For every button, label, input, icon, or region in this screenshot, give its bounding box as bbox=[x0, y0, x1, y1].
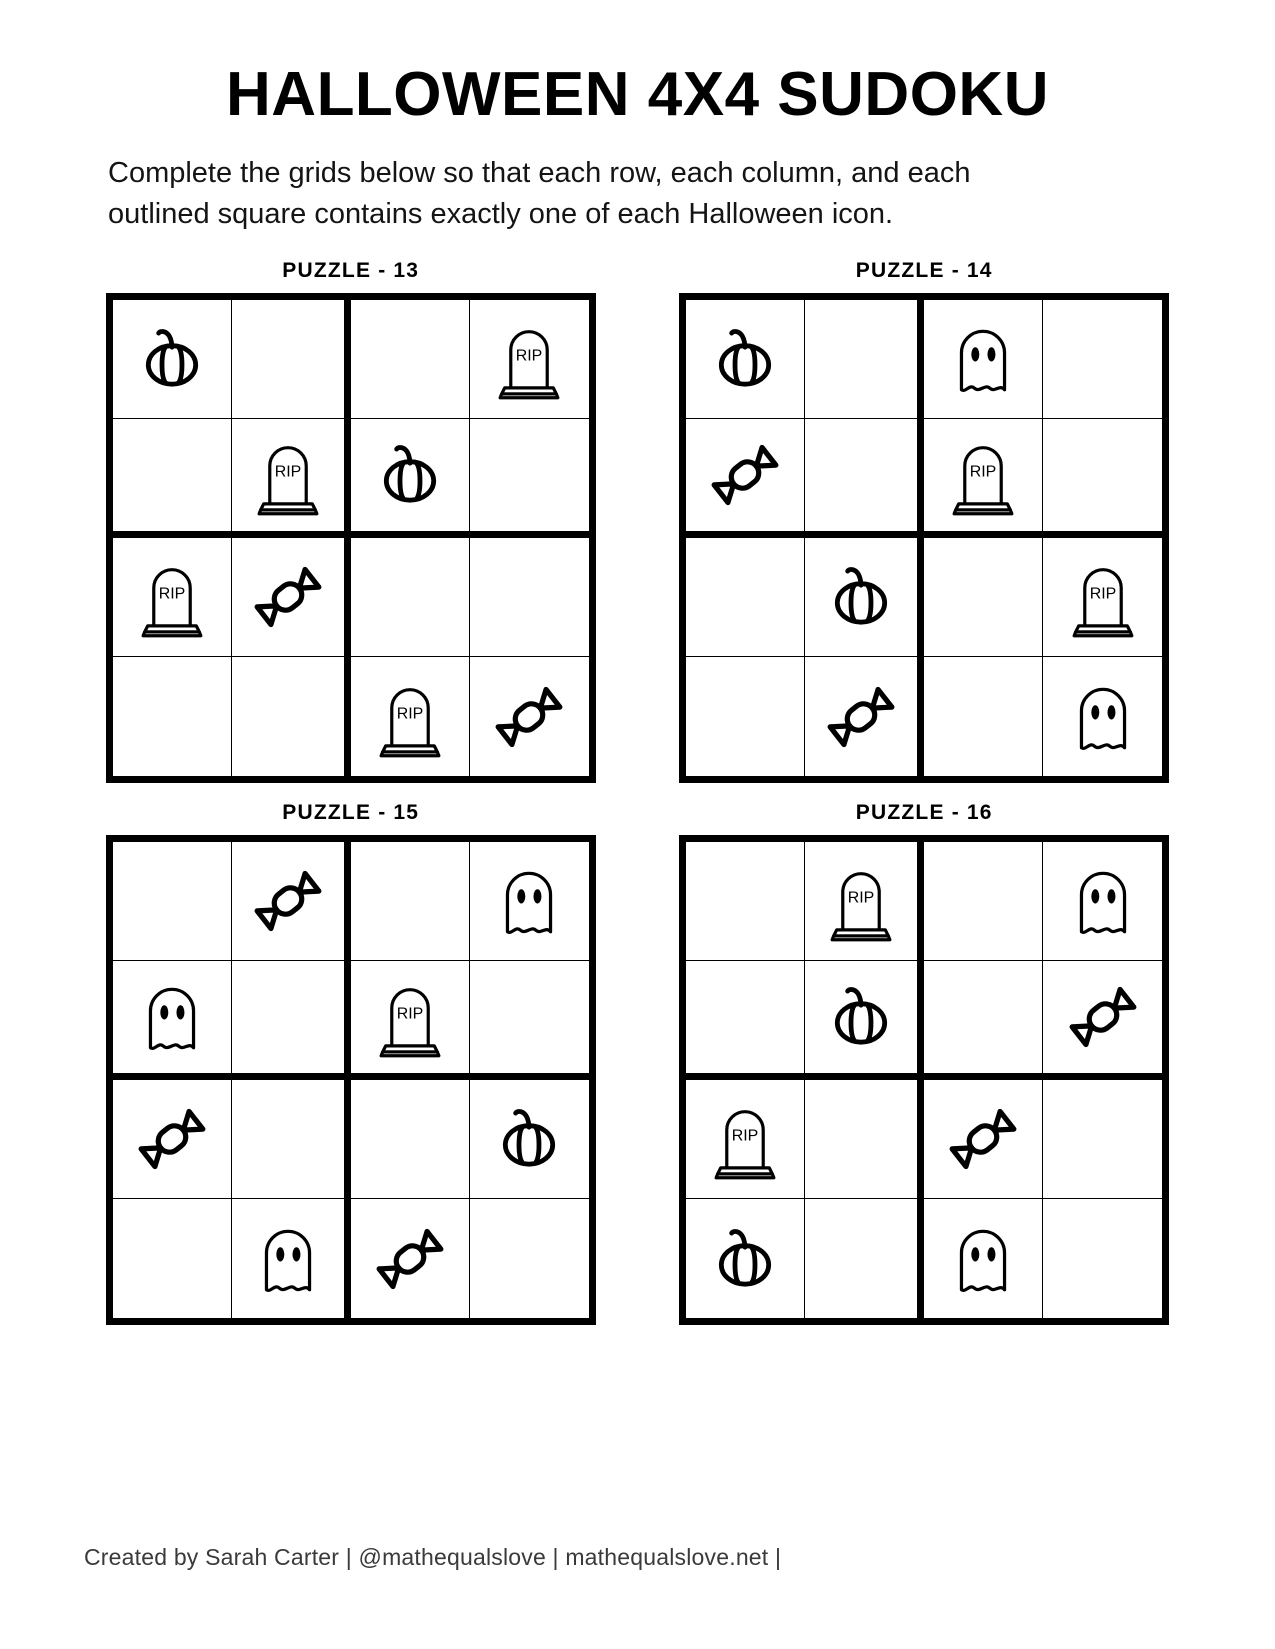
sudoku-cell[interactable] bbox=[1043, 1080, 1162, 1199]
sudoku-grid bbox=[679, 293, 1169, 783]
sudoku-cell[interactable] bbox=[351, 419, 470, 538]
svg-text:RIP: RIP bbox=[158, 585, 186, 603]
sudoku-cell[interactable] bbox=[805, 538, 924, 657]
pumpkin-icon bbox=[821, 977, 901, 1057]
pumpkin-icon bbox=[705, 1219, 785, 1299]
sudoku-cell[interactable] bbox=[113, 842, 232, 961]
sudoku-cell[interactable] bbox=[1043, 419, 1162, 538]
ghost-icon bbox=[1063, 677, 1143, 757]
sudoku-cell[interactable] bbox=[113, 1199, 232, 1318]
sudoku-cell[interactable] bbox=[232, 1199, 351, 1318]
sudoku-cell[interactable] bbox=[470, 842, 589, 961]
svg-text:RIP: RIP bbox=[847, 889, 875, 907]
sudoku-cell[interactable] bbox=[924, 1199, 1043, 1318]
candy-icon bbox=[705, 435, 785, 515]
sudoku-cell[interactable] bbox=[686, 300, 805, 419]
tombstone-icon bbox=[705, 1099, 785, 1179]
sudoku-cell[interactable] bbox=[232, 842, 351, 961]
svg-text:RIP: RIP bbox=[515, 347, 543, 365]
sudoku-cell[interactable] bbox=[470, 538, 589, 657]
candy-icon bbox=[943, 1099, 1023, 1179]
sudoku-cell[interactable] bbox=[351, 538, 470, 657]
sudoku-cell[interactable] bbox=[113, 1080, 232, 1199]
sudoku-grid bbox=[679, 835, 1169, 1325]
sudoku-cell[interactable] bbox=[1043, 657, 1162, 776]
sudoku-cell[interactable] bbox=[351, 300, 470, 419]
ghost-icon bbox=[248, 1219, 328, 1299]
sudoku-cell[interactable] bbox=[924, 300, 1043, 419]
sudoku-cell[interactable] bbox=[113, 657, 232, 776]
tombstone-icon bbox=[370, 977, 450, 1057]
sudoku-cell[interactable] bbox=[805, 300, 924, 419]
tombstone-icon bbox=[943, 435, 1023, 515]
candy-icon bbox=[132, 1099, 212, 1179]
ghost-icon bbox=[132, 977, 212, 1057]
instructions-text: Complete the grids below so that each row, each column, and each outlined square contains exactly one of each Halloween icon. bbox=[108, 157, 971, 231]
sudoku-cell[interactable] bbox=[686, 419, 805, 538]
svg-text:RIP: RIP bbox=[396, 1005, 424, 1023]
pumpkin-icon bbox=[705, 319, 785, 399]
sudoku-cell[interactable] bbox=[351, 1199, 470, 1318]
sudoku-cell[interactable] bbox=[113, 300, 232, 419]
pumpkin-icon bbox=[132, 319, 212, 399]
footer-credit: Created by Sarah Carter | @mathequalslove | mathequalslove.net | bbox=[84, 1544, 782, 1570]
sudoku-cell[interactable] bbox=[805, 961, 924, 1080]
pumpkin-icon bbox=[489, 1099, 569, 1179]
svg-text:RIP: RIP bbox=[731, 1127, 759, 1145]
sudoku-cell[interactable] bbox=[686, 657, 805, 776]
tombstone-icon bbox=[1063, 557, 1143, 637]
svg-text:RIP: RIP bbox=[1089, 585, 1117, 603]
puzzle-label: PUZZLE - 13 bbox=[282, 259, 420, 283]
sudoku-cell[interactable] bbox=[924, 419, 1043, 538]
sudoku-cell[interactable] bbox=[686, 1080, 805, 1199]
sudoku-cell[interactable] bbox=[232, 300, 351, 419]
candy-icon bbox=[1063, 977, 1143, 1057]
sudoku-cell[interactable] bbox=[232, 1080, 351, 1199]
sudoku-cell[interactable] bbox=[686, 961, 805, 1080]
candy-icon bbox=[489, 677, 569, 757]
sudoku-cell[interactable] bbox=[1043, 842, 1162, 961]
sudoku-cell[interactable] bbox=[470, 1199, 589, 1318]
sudoku-cell[interactable] bbox=[924, 538, 1043, 657]
sudoku-cell[interactable] bbox=[1043, 1199, 1162, 1318]
sudoku-grid bbox=[106, 293, 596, 783]
sudoku-cell[interactable] bbox=[351, 961, 470, 1080]
ghost-icon bbox=[943, 1219, 1023, 1299]
sudoku-cell[interactable] bbox=[470, 961, 589, 1080]
puzzle-label: PUZZLE - 15 bbox=[282, 801, 420, 825]
svg-text:RIP: RIP bbox=[274, 463, 302, 481]
sudoku-cell[interactable] bbox=[924, 842, 1043, 961]
svg-text:RIP: RIP bbox=[969, 463, 997, 481]
sudoku-cell[interactable] bbox=[470, 657, 589, 776]
sudoku-cell[interactable] bbox=[1043, 300, 1162, 419]
sudoku-cell[interactable] bbox=[924, 657, 1043, 776]
page-title: HALLOWEEN 4X4 SUDOKU bbox=[226, 60, 1049, 129]
sudoku-cell[interactable] bbox=[805, 1199, 924, 1318]
sudoku-cell[interactable] bbox=[924, 1080, 1043, 1199]
candy-icon bbox=[248, 861, 328, 941]
ghost-icon bbox=[943, 319, 1023, 399]
sudoku-cell[interactable] bbox=[1043, 538, 1162, 657]
sudoku-cell[interactable] bbox=[1043, 961, 1162, 1080]
sudoku-cell[interactable] bbox=[686, 538, 805, 657]
puzzle-block bbox=[84, 259, 618, 783]
puzzle-grid-container bbox=[0, 259, 1275, 1325]
candy-icon bbox=[248, 557, 328, 637]
sudoku-cell[interactable] bbox=[805, 657, 924, 776]
tombstone-icon bbox=[821, 861, 901, 941]
tombstone-icon bbox=[370, 677, 450, 757]
tombstone-icon bbox=[248, 435, 328, 515]
sudoku-cell[interactable] bbox=[113, 961, 232, 1080]
ghost-icon bbox=[1063, 861, 1143, 941]
candy-icon bbox=[821, 677, 901, 757]
sudoku-cell[interactable] bbox=[805, 419, 924, 538]
sudoku-cell[interactable] bbox=[470, 419, 589, 538]
sudoku-cell[interactable] bbox=[924, 961, 1043, 1080]
sudoku-cell[interactable] bbox=[113, 538, 232, 657]
puzzle-label: PUZZLE - 16 bbox=[855, 801, 993, 825]
sudoku-cell[interactable] bbox=[351, 1080, 470, 1199]
sudoku-cell[interactable] bbox=[686, 842, 805, 961]
pumpkin-icon bbox=[370, 435, 450, 515]
tombstone-icon bbox=[489, 319, 569, 399]
sudoku-cell[interactable] bbox=[805, 842, 924, 961]
pumpkin-icon bbox=[821, 557, 901, 637]
puzzle-block bbox=[84, 801, 618, 1325]
sudoku-cell[interactable] bbox=[470, 1080, 589, 1199]
sudoku-cell[interactable] bbox=[351, 657, 470, 776]
sudoku-cell[interactable] bbox=[113, 419, 232, 538]
sudoku-cell[interactable] bbox=[232, 419, 351, 538]
sudoku-grid bbox=[106, 835, 596, 1325]
svg-text:RIP: RIP bbox=[396, 705, 424, 723]
sudoku-cell[interactable] bbox=[686, 1199, 805, 1318]
sudoku-cell[interactable] bbox=[232, 657, 351, 776]
ghost-icon bbox=[489, 861, 569, 941]
puzzle-label: PUZZLE - 14 bbox=[855, 259, 993, 283]
tombstone-icon bbox=[132, 557, 212, 637]
sudoku-cell[interactable] bbox=[232, 538, 351, 657]
sudoku-cell[interactable] bbox=[232, 961, 351, 1080]
puzzle-block bbox=[658, 259, 1192, 783]
sudoku-cell[interactable] bbox=[805, 1080, 924, 1199]
sudoku-cell[interactable] bbox=[351, 842, 470, 961]
sudoku-cell[interactable] bbox=[470, 300, 589, 419]
candy-icon bbox=[370, 1219, 450, 1299]
puzzle-block bbox=[658, 801, 1192, 1325]
